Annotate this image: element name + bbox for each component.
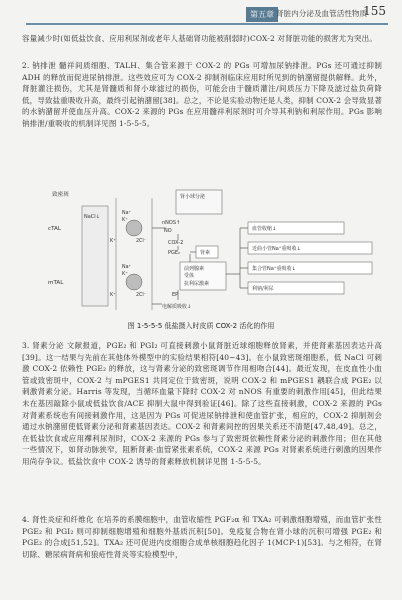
page-number: 155 xyxy=(363,4,386,18)
cox2-label: COX-2 xyxy=(168,240,184,246)
k-upper: K⁺ xyxy=(122,218,128,223)
prostanoid-label: 前列腺素 xyxy=(184,266,205,272)
ep-label: EP xyxy=(172,292,179,298)
running-header xyxy=(0,0,402,30)
k-lower: K⁺ xyxy=(122,272,128,277)
nacl-label: NaCl↓ xyxy=(84,214,100,220)
outcome-4: 利钠/利尿 xyxy=(252,286,274,292)
paragraph-sodium-excretion: 2. 钠排泄 髓祥间质细胞、TALH、集合管来源于 COX-2 的 PGs 可增加尿钠排泄。PGs 还可通过抑制 ADH 的释放而促进尿钠排泄。这些效应可为 COX-2 抑制剂临床应用时所见到的钠潴留提供解释。此外，肾脏灌注损伤，尤其是肾髓质和肾小球滤过的损伤，可能会由于髓质灌注/间质压力下降及滤过盐负荷降低，导致盐重吸收升高，最终引起钠潴留[38]。总之，不论是实验动物还是人类，抑制 COX-2 会导致显著的水钠潴留并使血压升高。COX-2 来源的 PGs 在应用髓祥利尿剂时可介导其利钠和利尿作用。PGs 影响钠排泄/重吸收的机制详见图 1-5-5-5。 xyxy=(22,61,382,128)
paragraph-intro: 容量减少时(如低盐饮食、应用利尿剂或老年人基础肾功能被削弱时)COX-2 对肾脏功能的损害尤为突出。 xyxy=(22,34,377,43)
no-label: NO xyxy=(164,228,172,234)
renin-label: 肾素 xyxy=(200,250,211,256)
figure-1-5-5-5 xyxy=(44,188,380,324)
chapter-tag: 第五章 xyxy=(246,7,278,22)
figure-caption: 图 1-5-5-5 低盐摄入时皮质 COX-2 活化的作用 xyxy=(127,322,275,330)
figure-diagram xyxy=(44,188,380,324)
outcome-2: 近曲小管Na⁺重吸收↓ xyxy=(252,246,301,252)
paragraph-inflammation-fibrosis: 4. 肾性炎症和纤维化 在培养的系膜细胞中，血管收缩性 PGF₂α 和 TXA₂ 可刺激细胞增殖，而血管扩张性 PGE₂ 和 PGI₂ 则可抑制细胞增殖和细胞外基质沉积[50]。免疫复合物在肾小球的沉积可增强 PGE₂ 和 PGE₂ 的合成[51,52]。TXA₂ 还可促进内皮细胞合成单核细胞趋化因子 1(MCP-1)[53]。与之相符，在肾切除、糖尿病肾病和狼疮性肾炎等实验模型中， xyxy=(22,515,382,559)
k-upper-out: K⁺ xyxy=(110,239,116,244)
box-title: 肾小球分泌 xyxy=(180,194,206,200)
header-rule xyxy=(26,23,388,25)
lumen-label: 致密斑 xyxy=(52,192,69,198)
receptor-label: 受体 xyxy=(184,273,195,279)
pge2-label: PGE₂ xyxy=(168,250,181,256)
ctal-label: cTAL xyxy=(48,226,62,232)
paragraph-renin-secretion: 3. 肾素分泌 文献报道，PGE₂ 和 PGI₂ 可直接刺激小鼠肾脏近球细胞释放肾素，并使肾素基因表达升高[39]。这一结果与先前在其他体外模型中的实验结果相符[40~43]。在小鼠致密斑细胞系，低 NaCl 可刺激 COX-2 依赖性 PGE₂ 的释放，这与肾素分泌的致密斑调节作用相吻合[44]。最近发现，在皮血性小血管或致密斑中，COX-2 与 mPGES1 共同定位于致密斑，说明 COX-2 和 mPGES1 耦联合成 PGE₂ 以刺激肾素分泌。Harris 等发现，当循环血量下降时 COX-2 对 nNOS 有重要的刺激作用[45]，但此结果未在基因敲除小鼠或低盐饮食/ACE 抑制大鼠中得到验证[46]。除了这些直接刺激，COX-2 来源的 PGs 对肾素系统也有间接刺激作用，这是因为 PGs 可促进尿钠排泄和使血管扩张，相应的，COX-2 抑制剂会通过水钠潴留使低肾素分泌和肾素基因表达。COX-2 和肾素间控的因果关系还不清楚[47,48,49]。总之，在低盐饮食或应用襻利尿剂时，COX-2 来源的 PGs 参与了致密斑依赖性肾素分泌的刺激作用；但在其他一些情况下，如肾动脉狭窄，阻断肾素-血管紧张素系统，COX-2 来源 PGs 对肾素系统进行刺激的因果作用尚存争议。低盐饮食中 COX-2 诱导的肾素释放机制详见图 1-5-5-5。 xyxy=(22,341,382,466)
tubule-lumen xyxy=(82,206,108,306)
transporter-lower xyxy=(126,274,142,290)
na-lower: Na⁺ xyxy=(122,265,132,270)
na-upper: Na⁺ xyxy=(122,211,132,216)
cl-lower: 2Cl⁻ xyxy=(136,293,147,298)
nos-label: nNOS↑ xyxy=(162,220,181,226)
cl-upper: 2Cl⁻ xyxy=(136,239,147,244)
mtal-label: mTAL xyxy=(48,280,64,286)
outcome-3: 集合管Na⁺重吸收↓ xyxy=(252,266,296,272)
outcome-1: 血管收缩↓ xyxy=(252,226,277,232)
antidiuretic-label: 抗利尿激素 xyxy=(184,281,210,287)
chapter-title: 肾脏内分泌及血管活性物质 xyxy=(276,9,368,18)
k-lower-out: K⁺ xyxy=(110,293,116,298)
elec-reab-label: 电解质吸收↓ xyxy=(162,304,192,310)
transporter-upper xyxy=(126,220,142,236)
